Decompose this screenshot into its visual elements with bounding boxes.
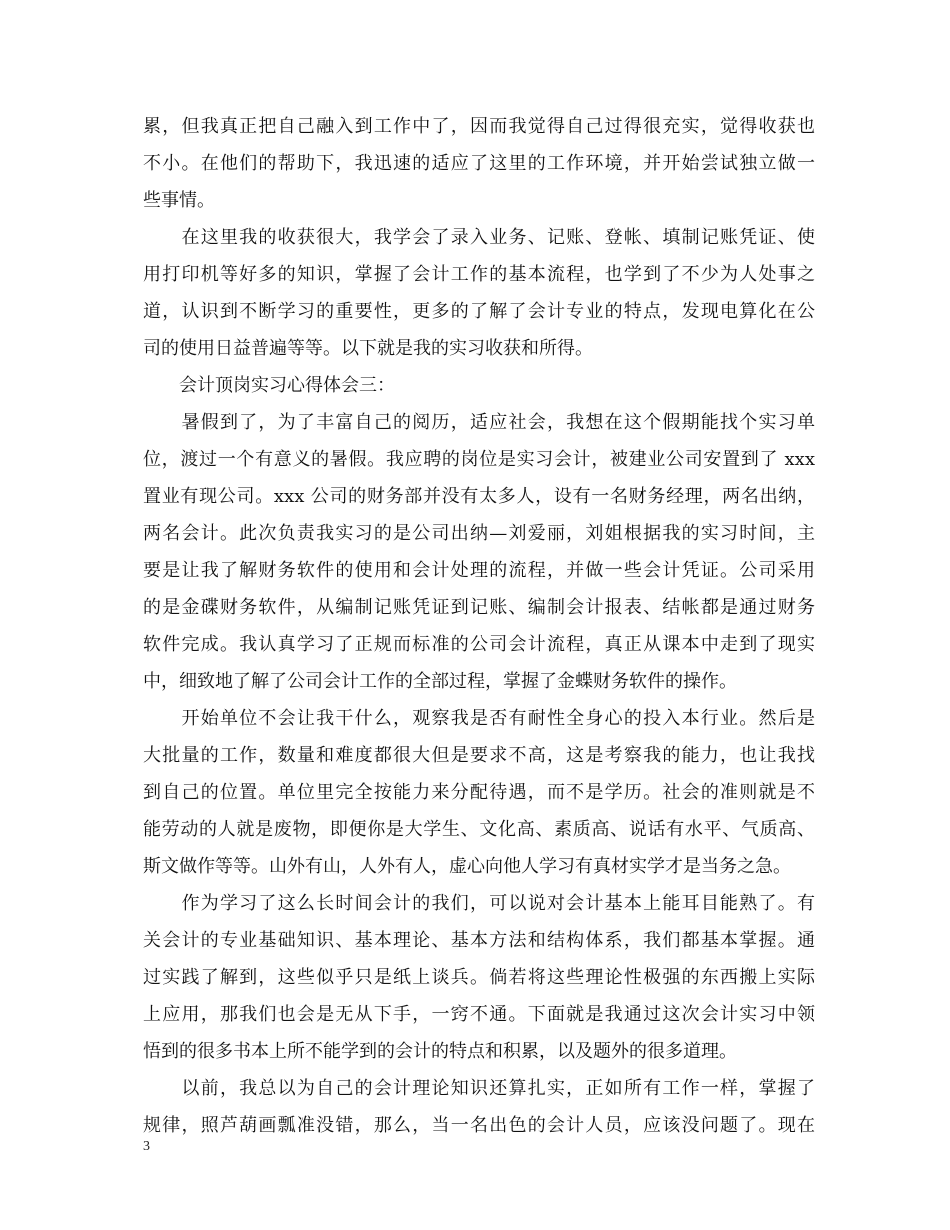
text-line: 中，细致地了解了公司会计工作的全部过程，掌握了金蝶财务软件的操作。 — [143, 671, 737, 692]
text-line: 斯文做作等等。山外有山，人外有人，虚心向他人学习有真材实学才是当务之急。 — [143, 856, 791, 877]
text-line: 作为学习了这么长时间会计的我们，可以说对会计基本上能耳目能熟了。有 — [143, 893, 815, 914]
text-line: 开始单位不会让我干什么，观察我是否有耐性全身心的投入本行业。然后是 — [143, 708, 815, 729]
page-number: 3 — [143, 1139, 150, 1154]
text-line: 软件完成。我认真学习了正规而标准的公司会计流程，真正从课本中走到了现实 — [143, 634, 815, 655]
text-line: 位，渡过一个有意义的暑假。我应聘的岗位是实习会计，被建业公司安置到了 xxx — [143, 449, 815, 470]
text-line: 道，认识到不断学习的重要性，更多的了解了会计专业的特点，发现电算化在公 — [143, 301, 815, 322]
section-heading: 会计顶岗实习心得体会三： — [143, 375, 395, 396]
text-line: 关会计的专业基础知识、基本理论、基本方法和结构体系，我们都基本掌握。通 — [143, 930, 815, 951]
text-line: 规律，照芦葫画瓢准没错，那么，当一名出色的会计人员，应该没问题了。现在 — [143, 1115, 815, 1136]
text-line: 上应用，那我们也会是无从下手，一窍不通。下面就是我通过这次会计实习中领 — [143, 1004, 815, 1025]
text-line: 在这里我的收获很大，我学会了录入业务、记账、登帐、填制记账凭证、使 — [143, 227, 815, 248]
text-line: 能劳动的人就是废物，即便你是大学生、文化高、素质高、说话有水平、气质高、 — [143, 819, 815, 840]
text-line: 不小。在他们的帮助下，我迅速的适应了这里的工作环境，并开始尝试独立做一 — [143, 153, 815, 174]
text-line: 两名会计。此次负责我实习的是公司出纳—刘爱丽，刘姐根据我的实习时间，主 — [143, 523, 815, 544]
text-line: 用打印机等好多的知识，掌握了会计工作的基本流程，也学到了不少为人处事之 — [143, 264, 815, 285]
text-line: 司的使用日益普遍等等。以下就是我的实习收获和所得。 — [143, 338, 593, 359]
text-line: 大批量的工作，数量和难度都很大但是要求不高，这是考察我的能力，也让我找 — [143, 745, 815, 766]
text-line: 到自己的位置。单位里完全按能力来分配待遇，而不是学历。社会的准则就是不 — [143, 782, 815, 803]
text-line: 悟到的很多书本上所不能学到的会计的特点和积累，以及题外的很多道理。 — [143, 1041, 737, 1062]
text-line: 些事情。 — [143, 190, 215, 211]
text-line: 置业有现公司。xxx 公司的财务部并没有太多人，设有一名财务经理，两名出纳， — [143, 486, 815, 507]
text-line: 暑假到了，为了丰富自己的阅历，适应社会，我想在这个假期能找个实习单 — [143, 412, 815, 433]
text-line: 累，但我真正把自己融入到工作中了，因而我觉得自己过得很充实，觉得收获也 — [143, 116, 815, 137]
text-line: 以前，我总以为自己的会计理论知识还算扎实，正如所有工作一样，掌握了 — [143, 1078, 815, 1099]
text-line: 过实践了解到，这些似乎只是纸上谈兵。倘若将这些理论性极强的东西搬上实际 — [143, 967, 815, 988]
text-line: 的是金碟财务软件，从编制记账凭证到记账、编制会计报表、结帐都是通过财务 — [143, 597, 815, 618]
text-line: 要是让我了解财务软件的使用和会计处理的流程，并做一些会计凭证。公司采用 — [143, 560, 815, 581]
